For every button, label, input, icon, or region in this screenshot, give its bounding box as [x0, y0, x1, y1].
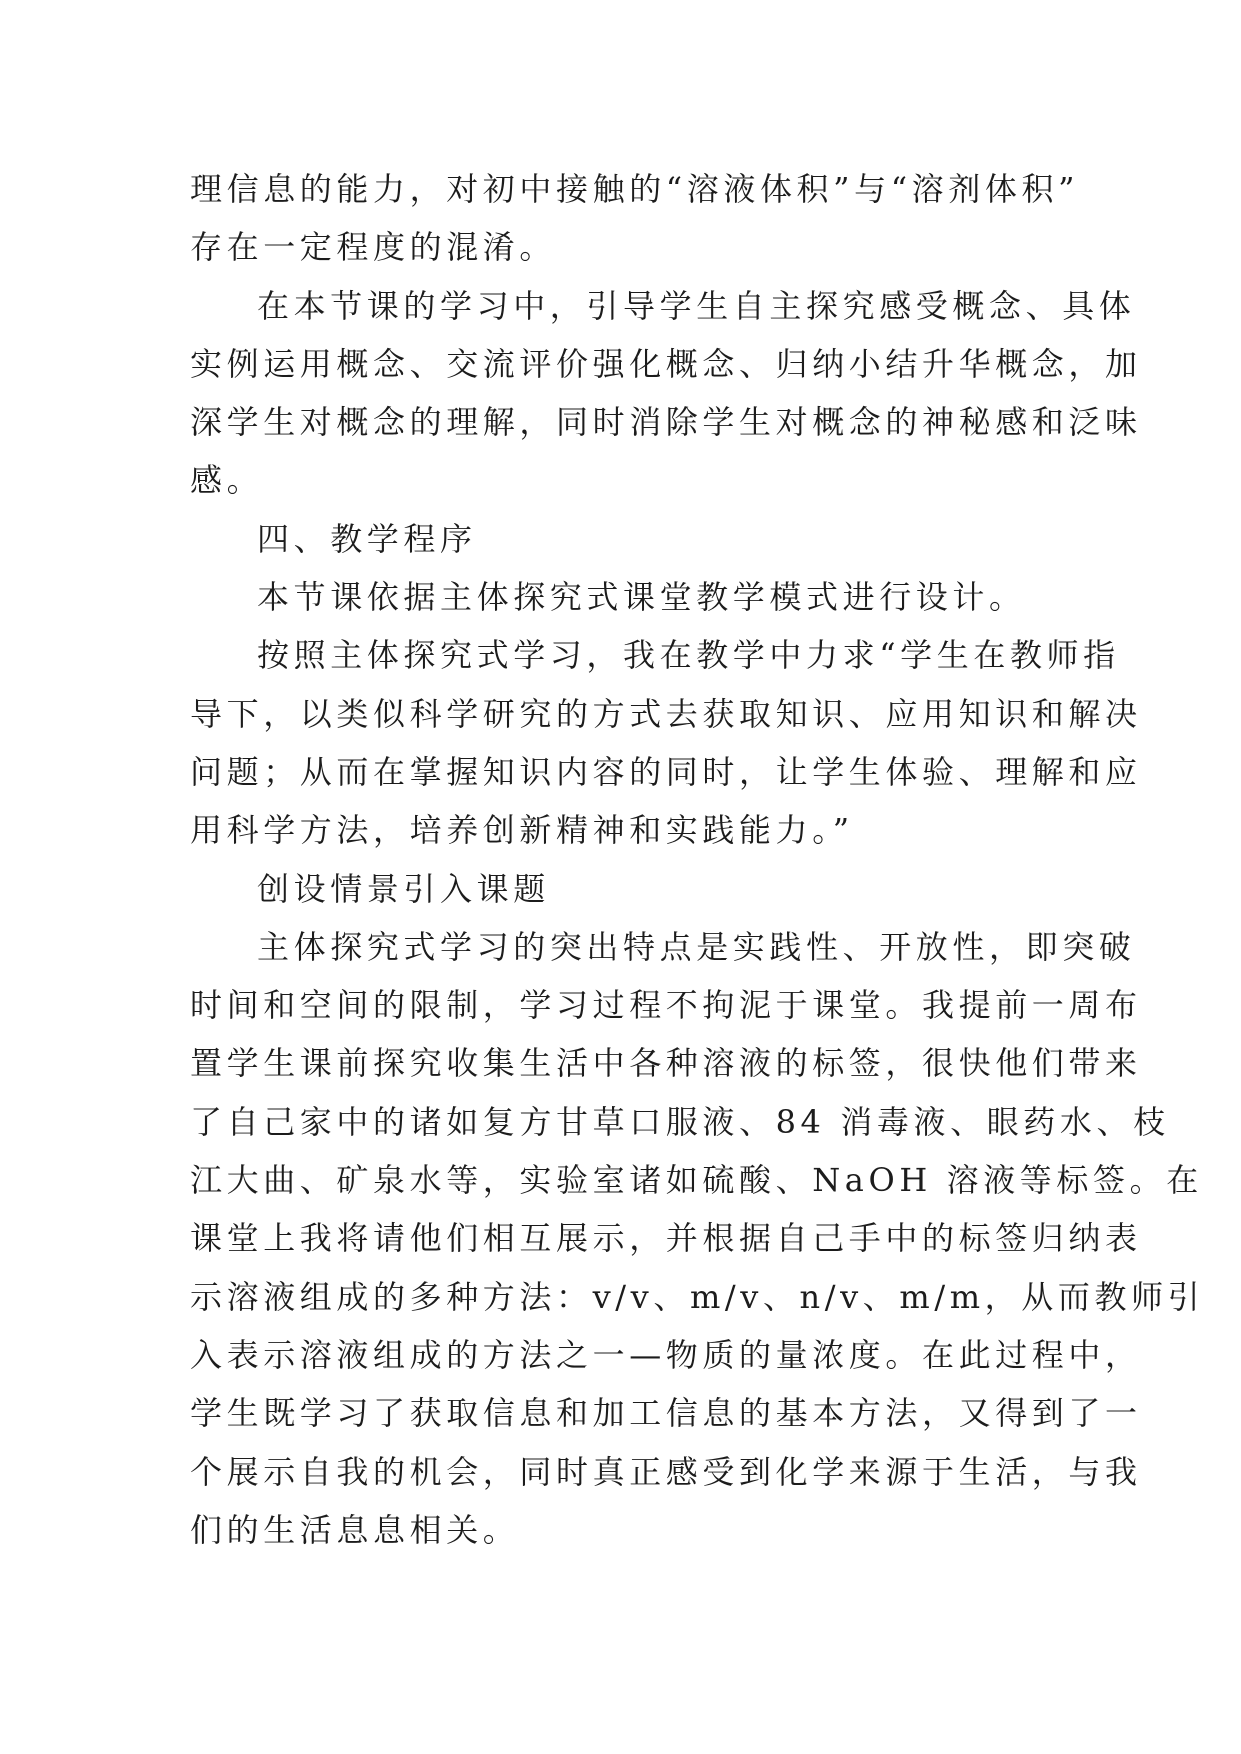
text-line: 问题；从而在掌握知识内容的同时，让学生体验、理解和应 — [190, 752, 1142, 791]
text-line: 们的生活息息相关。 — [190, 1510, 520, 1549]
text-line: 导下，以类似科学研究的方式去获取知识、应用知识和解决 — [190, 694, 1142, 733]
paragraph-inquiry-learning — [190, 626, 1142, 859]
text-line: 感。 — [190, 461, 264, 500]
subheading: 创设情景引入课题 — [257, 869, 550, 908]
section-heading-teaching-procedure — [190, 510, 1070, 568]
text-line: 了自己家中的诸如复方甘草口服液、84 消毒液、眼药水、枝 — [190, 1102, 1170, 1141]
text-line: 入表示溶液组成的方法之一—物质的量浓度。在此过程中， — [190, 1335, 1142, 1374]
paragraph-concept-teaching — [190, 277, 1142, 510]
section-heading: 四、教学程序 — [257, 519, 477, 558]
subheading-introduce-topic — [190, 860, 1070, 918]
text-line: 学生既学习了获取信息和加工信息的基本方法，又得到了一 — [190, 1394, 1142, 1433]
text-line: 江大曲、矿泉水等，实验室诸如硫酸、NaOH 溶液等标签。在 — [190, 1161, 1203, 1200]
paragraph-practice-openness — [190, 918, 1205, 1559]
text-line: 实例运用概念、交流评价强化概念、归纳小结升华概念，加 — [190, 344, 1142, 383]
text-line: 时间和空间的限制，学习过程不拘泥于课堂。我提前一周布 — [190, 986, 1142, 1025]
text-line: 示溶液组成的多种方法：v/v、m/v、n/v、m/m，从而教师引 — [190, 1277, 1205, 1316]
text-line: 本节课依据主体探究式课堂教学模式进行设计。 — [257, 578, 1026, 617]
paragraph-design-basis — [190, 568, 1070, 626]
text-line: 主体探究式学习的突出特点是实践性、开放性，即突破 — [257, 927, 1136, 966]
text-line: 深学生对概念的理解，同时消除学生对概念的神秘感和泛味 — [190, 403, 1142, 442]
text-line: 课堂上我将请他们相互展示，并根据自己手中的标签归纳表 — [190, 1219, 1142, 1258]
text-line: 存在一定程度的混淆。 — [190, 228, 557, 267]
paragraph-continuation — [190, 160, 1080, 277]
text-line: 按照主体探究式学习，我在教学中力求“学生在教师指 — [257, 636, 1120, 675]
text-line: 个展示自我的机会，同时真正感受到化学来源于生活，与我 — [190, 1452, 1142, 1491]
text-line: 在本节课的学习中，引导学生自主探究感受概念、具体 — [257, 286, 1136, 325]
document-body — [190, 160, 1205, 1559]
text-line: 置学生课前探究收集生活中各种溶液的标签，很快他们带来 — [190, 1044, 1142, 1083]
text-line: 理信息的能力，对初中接触的“溶液体积”与“溶剂体积” — [190, 170, 1080, 208]
text-line: 用科学方法，培养创新精神和实践能力。” — [190, 811, 854, 850]
